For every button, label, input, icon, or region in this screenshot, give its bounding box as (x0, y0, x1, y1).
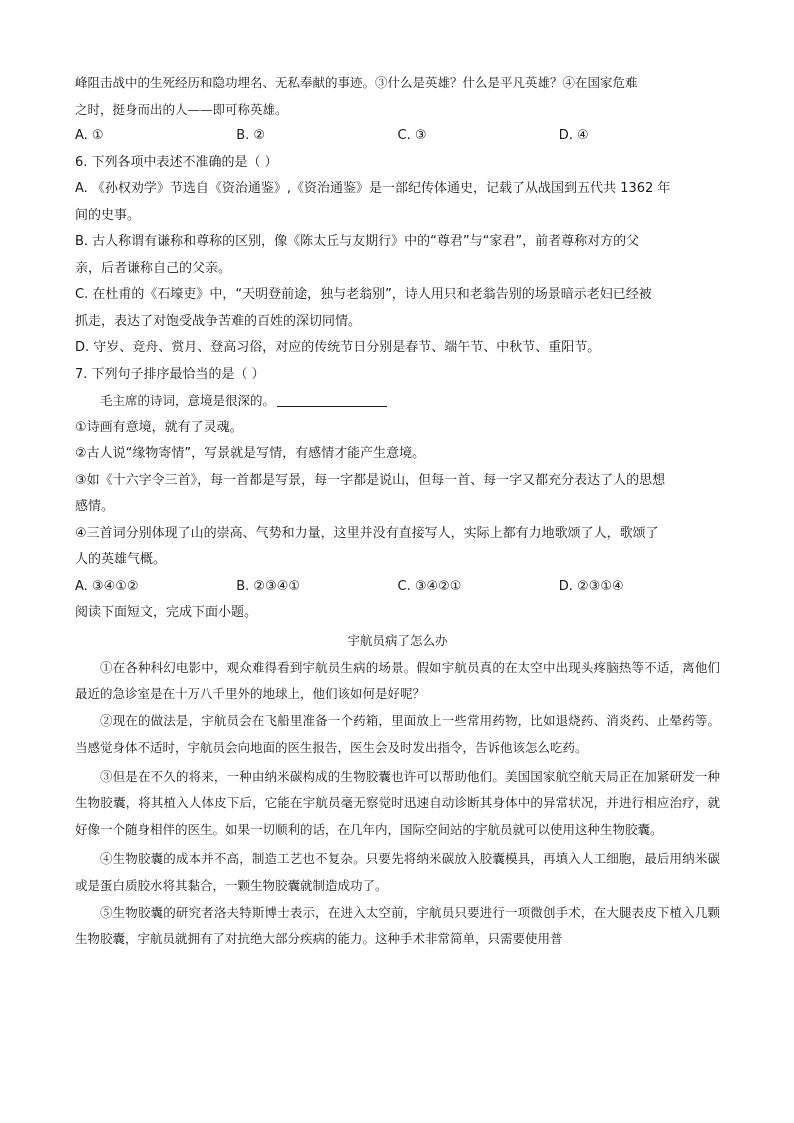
article-paragraph-3: ③但是在不久的将来，一种由纳米碳构成的生物胶囊也许可以帮助他们。美国国家航空航天局正在加紧研发一种生物胶囊，将其植入人体皮下后，它能在宇航员毫无察觉时迅速自动诊断其身体中的异常状况，并进行相应治疗，就好像一个随身相伴的医生。如果一切顺利的话，在几年内，国际空间站的宇航员就可以使用这种生物胶囊。 (75, 768, 720, 838)
article-title: 宇航员病了怎么办 (347, 632, 448, 648)
q5-option-d: D. ④ (558, 128, 589, 143)
q6-option-a-line2: 间的史事。 (75, 207, 141, 223)
article-paragraph-1: ①在各种科幻电影中，观众难得看到宇航员生病的场景。假如宇航员真的在太空中出现头疼脑热等不适，离他们最近的急诊室是在十万八千里外的地球上，他们该如何是好呢？ (75, 659, 720, 702)
q7-sentence-3-line1: ③如《十六字令三首》，每一首都是写景，每一字都是说山，但每一首、每一字又都充分表达了人的思想 (75, 472, 666, 488)
q5-option-c: C. ③ (397, 128, 427, 143)
q5-options (75, 123, 720, 150)
intro-line-1: 峰阻击战中的生死经历和隐功埋名、无私奉献的事迹。③什么是英雄？什么是平凡英雄？④在国家危难 (75, 75, 638, 90)
q7-sentence-3-line2: 感情。 (75, 499, 115, 514)
intro-line-2: 之时，挺身而出的人——即可称英雄。 (75, 101, 288, 117)
q7-option-b: B. ②③④① (236, 578, 301, 594)
q6-option-b-line1: B. 古人称谓有谦称和尊称的区别，像《陈太丘与友期行》中的“尊君”与“家君”，前者尊称对方的父 (75, 234, 640, 249)
q7-option-a: A. ③④①② (75, 578, 139, 594)
q7-stem: 7. 下列句子排序最恰当的是（ ） (75, 366, 265, 382)
q6-option-a-line1: A. 《孙权劝学》节选自《资治通鉴》,《资治通鉴》是一部纪传体通史，记载了从战国到五代共 1362 年 (75, 181, 671, 196)
reading-instruction: 阅读下面短文，完成下面小题。 (75, 605, 258, 620)
q7-options (75, 574, 720, 601)
q6-option-b-line2: 亲，后者谦称自己的父亲。 (75, 260, 232, 276)
q6-option-c-line2: 抓走，表达了对饱受战争苦难的百姓的深切同情。 (75, 313, 362, 329)
q7-lead (75, 388, 720, 415)
article-paragraph-5: ⑤生物胶囊的研究者洛夫特斯博士表示，在进入太空前，宇航员只要进行一项微创手术，在大腿表皮下植入几颗生物胶囊，宇航员就拥有了对抗绝大部分疾病的能力。这种手术非常简单，只需要使用普 (75, 904, 720, 947)
q6-stem: 6. 下列各项中表述不准确的是（ ） (75, 154, 278, 170)
q7-sentence-1: ①诗画有意境，就有了灵魂。 (75, 419, 243, 435)
q6-option-c-line1: C. 在杜甫的《石壕吏》中，“天明登前途，独与老翁别”，诗人用只和老翁告别的场景暗示老妇已经被 (75, 287, 652, 302)
q7-lead-text: 毛主席的诗词，意境是很深的。 (100, 393, 276, 408)
q7-option-c: C. ③④②① (397, 578, 462, 594)
q7-sentence-2: ②古人说“缘物寄情”，写景就是写情，有感情才能产生意境。 (75, 446, 426, 461)
q5-option-a: A. ① (75, 128, 104, 143)
q7-sentence-4-line2: 人的英雄气概。 (75, 552, 167, 567)
q5-option-b: B. ② (236, 128, 266, 143)
q7-sentence-4-line1: ④三首词分别体现了山的崇高、气势和力量，这里并没有直接写人，实际上都有力地歌颂了人，歌颂了 (75, 525, 659, 541)
article-paragraph-2: ②现在的做法是，宇航员会在飞船里准备一个药箱，里面放上一些常用药物，比如退烧药、消炎药、止晕药等。当感觉身体不适时，宇航员会向地面的医生报告，医生会及时发出指令，告诉他该怎么吃药。 (75, 713, 720, 755)
answer-blank (277, 392, 387, 407)
document-page (75, 70, 720, 953)
q7-option-d: D. ②③①④ (558, 578, 624, 594)
article-paragraph-4: ④生物胶囊的成本并不高，制造工艺也不复杂。只要先将纳米碳放入胶囊模具，再填入人工细胞，最后用纳米碳或是蛋白质胶水将其黏合，一颗生物胶囊就制造成功了。 (75, 851, 720, 893)
q6-option-d: D. 守岁、竞舟、赏月、登高习俗，对应的传统节日分别是春节、端午节、中秋节、重阳节。 (75, 340, 601, 355)
